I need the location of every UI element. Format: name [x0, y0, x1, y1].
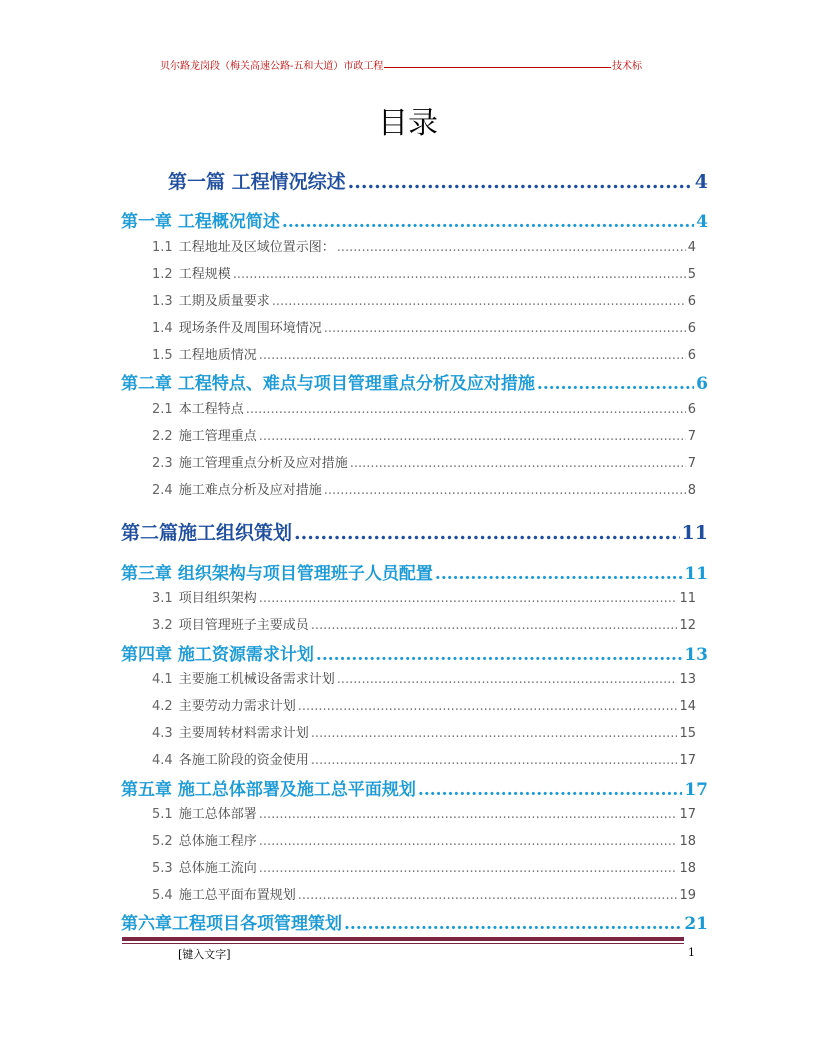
toc-section-3-2[interactable] [152, 614, 696, 633]
toc-entry-label: 第五章 施工总体部署及施工总平面规划 [121, 780, 416, 800]
toc-page-number: 12 [679, 618, 696, 633]
toc-page-number: 7 [687, 456, 696, 471]
toc-leader-dots [282, 212, 694, 232]
toc-leader-dots [311, 753, 678, 768]
toc-leader-dots [259, 834, 678, 849]
toc-leader-dots [298, 699, 678, 714]
toc-section-number: 2.2 [152, 429, 173, 444]
toc-section-number: 4.4 [152, 753, 173, 768]
toc-leader-dots [337, 240, 686, 255]
toc-section-number: 2.1 [152, 402, 173, 417]
toc-entry-label: 各施工阶段的资金使用 [178, 753, 309, 768]
toc-section-number: 1.1 [152, 240, 173, 255]
toc-chapter-5[interactable] [121, 775, 708, 800]
footer-page-number: 1 [688, 946, 695, 959]
toc-entry-label: 工期及质量要求 [178, 294, 270, 309]
toc-page-number: 6 [687, 348, 696, 363]
toc-page-number: 13 [679, 672, 696, 687]
toc-page-number: 17 [679, 753, 696, 768]
toc-leader-dots [418, 780, 682, 800]
toc-section-5-3[interactable] [152, 857, 696, 876]
toc-entry-label: 工程规模 [178, 267, 231, 282]
toc-section-3-1[interactable] [152, 587, 696, 606]
toc-page-number: 17 [684, 780, 708, 800]
toc-leader-dots [294, 522, 680, 544]
toc-entry-label: 施工管理重点分析及应对措施 [178, 456, 348, 471]
toc-page-number: 11 [684, 564, 708, 584]
toc-section-number: 1.3 [152, 294, 173, 309]
toc-section-1-3[interactable] [152, 290, 696, 309]
toc-leader-dots [246, 402, 686, 417]
toc-page-number: 21 [684, 914, 708, 934]
toc-section-5-4[interactable] [152, 884, 696, 903]
toc-page-number: 7 [687, 429, 696, 444]
toc-section-number: 4.3 [152, 726, 173, 741]
toc-entry-label: 第二章 工程特点、难点与项目管理重点分析及应对措施 [121, 374, 535, 394]
toc-section-number: 5.1 [152, 807, 173, 822]
toc-leader-dots [344, 914, 682, 934]
toc-part-2[interactable] [121, 518, 708, 545]
toc-section-number: 1.5 [152, 348, 173, 363]
toc-page-number: 15 [679, 726, 696, 741]
toc-leader-dots [337, 672, 678, 687]
toc-leader-dots [348, 171, 693, 193]
toc-leader-dots [435, 564, 682, 584]
toc-entry-label: 施工总平面布置规划 [178, 888, 296, 903]
toc-section-2-3[interactable] [152, 452, 696, 471]
toc-entry-label: 总体施工流向 [178, 861, 257, 876]
toc-leader-dots [311, 618, 678, 633]
toc-leader-dots [298, 888, 678, 903]
toc-section-2-4[interactable] [152, 479, 696, 498]
toc-section-number: 3.2 [152, 618, 173, 633]
toc-page-number: 4 [687, 240, 696, 255]
toc-entry-label: 工程地质情况 [178, 348, 257, 363]
toc-entry-label: 第一篇 工程情况综述 [168, 171, 346, 193]
toc-section-2-1[interactable] [152, 398, 696, 417]
toc-entry-label: 施工难点分析及应对措施 [178, 483, 322, 498]
toc-section-5-1[interactable] [152, 803, 696, 822]
toc-leader-dots [272, 294, 686, 309]
toc-entry-label: 第二篇施工组织策划 [121, 522, 293, 544]
footer-placeholder-text: [键入文字] [178, 948, 231, 961]
toc-leader-dots [259, 591, 678, 606]
toc-page-number: 5 [687, 267, 696, 282]
toc-section-number: 2.4 [152, 483, 173, 498]
toc-chapter-4[interactable] [121, 640, 708, 665]
toc-section-4-1[interactable] [152, 668, 696, 687]
footer-rule-thin [122, 943, 684, 944]
toc-leader-dots [259, 807, 678, 822]
page-title: 目录 [378, 106, 438, 141]
toc-page-number: 8 [687, 483, 696, 498]
toc-chapter-6[interactable] [121, 909, 708, 934]
toc-entry-label: 现场条件及周围环境情况 [178, 321, 322, 336]
toc-page-number: 18 [679, 834, 696, 849]
toc-page-number: 6 [687, 321, 696, 336]
toc-page-number: 13 [684, 645, 708, 665]
toc-page-number: 4 [696, 212, 708, 232]
toc-page-number: 19 [679, 888, 696, 903]
header-leader-line [384, 67, 611, 68]
toc-entry-label: 第六章工程项目各项管理策划 [121, 914, 342, 934]
toc-leader-dots [311, 726, 678, 741]
running-header [160, 57, 642, 73]
toc-section-number: 4.2 [152, 699, 173, 714]
toc-section-1-4[interactable] [152, 317, 696, 336]
toc-entry-label: 主要周转材料需求计划 [178, 726, 309, 741]
toc-section-5-2[interactable] [152, 830, 696, 849]
toc-entry-label: 项目组织架构 [178, 591, 257, 606]
header-project-title: 贝尔路龙岗段（梅关高速公路-五和大道）市政工程 [160, 61, 384, 72]
toc-page-number: 11 [679, 591, 696, 606]
toc-entry-label: 施工总体部署 [178, 807, 257, 822]
toc-entry-label: 主要劳动力需求计划 [178, 699, 296, 714]
toc-section-number: 3.1 [152, 591, 173, 606]
toc-entry-label: 第三章 组织架构与项目管理班子人员配置 [121, 564, 433, 584]
toc-page-number: 6 [687, 402, 696, 417]
toc-leader-dots [233, 267, 686, 282]
toc-section-number: 5.4 [152, 888, 173, 903]
toc-section-4-3[interactable] [152, 722, 696, 741]
toc-section-1-2[interactable] [152, 263, 696, 282]
toc-page-number: 6 [696, 374, 708, 394]
toc-entry-label: 第四章 施工资源需求计划 [121, 645, 314, 665]
toc-section-number: 4.1 [152, 672, 173, 687]
toc-entry-label: 施工管理重点 [178, 429, 257, 444]
toc-leader-dots [259, 429, 686, 444]
toc-leader-dots [350, 456, 686, 471]
toc-section-2-2[interactable] [152, 425, 696, 444]
toc-section-4-2[interactable] [152, 695, 696, 714]
toc-entry-label: 主要施工机械设备需求计划 [178, 672, 335, 687]
toc-leader-dots [259, 861, 678, 876]
toc-section-1-5[interactable] [152, 344, 696, 363]
toc-leader-dots [324, 321, 686, 336]
toc-page-number: 18 [679, 861, 696, 876]
toc-page-number: 11 [681, 522, 708, 544]
toc-section-number: 1.4 [152, 321, 173, 336]
toc-section-1-1[interactable] [152, 236, 696, 255]
toc-chapter-2[interactable] [121, 369, 708, 394]
toc-entry-label: 工程地址及区域位置示图： [178, 240, 335, 255]
toc-section-number: 1.2 [152, 267, 173, 282]
toc-leader-dots [316, 645, 682, 665]
toc-page-number: 14 [679, 699, 696, 714]
toc-section-4-4[interactable] [152, 749, 696, 768]
toc-leader-dots [324, 483, 686, 498]
toc-page-number: 6 [687, 294, 696, 309]
toc-page-number: 4 [694, 171, 708, 193]
toc-entry-label: 本工程特点 [178, 402, 244, 417]
footer-rule-thick [122, 937, 684, 941]
toc-entry-label: 项目管理班子主要成员 [178, 618, 309, 633]
toc-entry-label: 总体施工程序 [178, 834, 257, 849]
toc-part-1[interactable] [168, 167, 708, 194]
toc-leader-dots [537, 374, 694, 394]
toc-section-number: 5.3 [152, 861, 173, 876]
toc-chapter-3[interactable] [121, 559, 708, 584]
header-doc-type: 技术标 [612, 61, 642, 72]
toc-chapter-1[interactable] [121, 207, 708, 232]
toc-entry-label: 第一章 工程概况简述 [121, 212, 280, 232]
toc-section-number: 5.2 [152, 834, 173, 849]
toc-section-number: 2.3 [152, 456, 173, 471]
toc-leader-dots [259, 348, 686, 363]
toc-page-number: 17 [679, 807, 696, 822]
